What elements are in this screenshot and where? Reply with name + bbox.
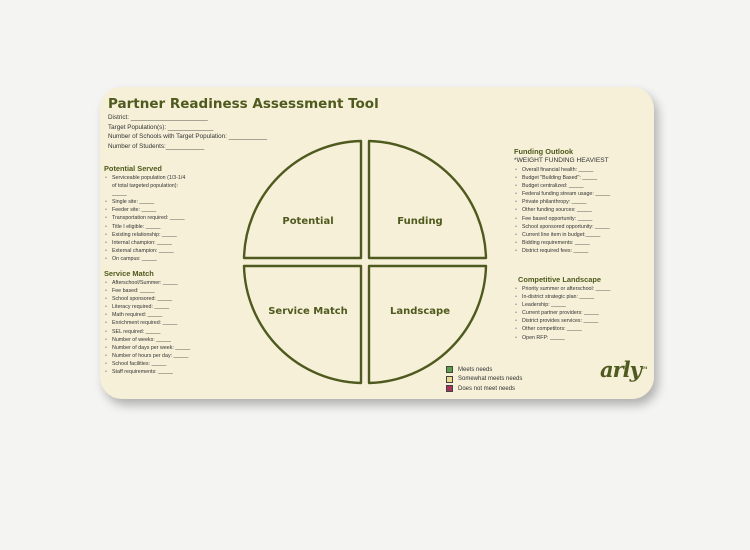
funding-outlook-subheading: *WEIGHT FUNDING HEAVIEST [514,157,609,164]
quadrant-service-match [244,266,361,383]
schools-count-field: Number of Schools with Target Population: ___________ [108,133,268,141]
list-item: • District required fees: _____ [514,247,610,255]
list-item: • Transportation required: _____ [104,214,189,222]
list-item: • Budget centralized: _____ [514,182,610,190]
list-item: • Afterschool/Summer: _____ [104,279,190,287]
list-item: • Math required: _____ [104,311,190,319]
list-item: • Existing relationship: _____ [104,231,189,239]
trademark-mark: TM [640,365,647,370]
logo-text: arly [600,357,641,382]
list-item: • Other competitors: _____ [514,325,610,333]
list-item: • SEL required: _____ [104,328,190,336]
funding-outlook-list [514,166,610,255]
list-item: • Current line item in budget:_____ [514,231,610,239]
legend-swatch [446,385,453,392]
list-item: • District provides services: _____ [514,317,610,325]
legend-item [446,375,522,385]
service-match-heading: Service Match [104,269,154,278]
list-item: • Internal champion: _____ [104,239,189,247]
district-field: District: ______________________ [108,114,208,121]
quadrant-label-service-match: Service Match [268,306,348,317]
competitive-landscape-list [514,285,610,342]
list-item: • Literacy required: _____ [104,303,190,311]
arly-logo [600,357,646,382]
list-item: • School facilities: _____ [104,360,190,368]
list-item: • In-district strategic plan: _____ [514,293,610,301]
page-title: Partner Readiness Assessment Tool [108,96,379,112]
quadrant-funding [369,141,486,258]
competitive-landscape-heading: Competitive Landscape [518,275,601,284]
legend [446,365,522,394]
potential-served-heading: Potential Served [104,164,162,173]
list-item: • Title I eligible: _____ [104,223,189,231]
students-count-field: Number of Students:___________ [108,142,205,150]
target-population-field: Target Population(s): _____________ [108,123,214,131]
quadrant-potential [244,141,361,258]
list-item: • Staff requirements: _____ [104,368,190,376]
list-item: • Current partner providers: _____ [514,309,610,317]
funding-outlook-heading: Funding Outlook [514,147,574,156]
list-item: • On campus: _____ [104,255,189,263]
list-item: • Enrichment required: _____ [104,319,190,327]
list-item: • Single site: _____ [104,198,189,206]
list-item: • Fee based: _____ [104,287,190,295]
list-item: • Leadership: _____ [514,301,610,309]
list-item: • Priority summer or afterschool: _____ [514,285,610,293]
list-item: • External champion: _____ [104,247,189,255]
legend-swatch [446,376,453,383]
legend-label: Somewhat meets needs [458,376,523,383]
list-item: • School sponsored: _____ [104,295,190,303]
list-item: • Private philanthropy: _____ [514,198,610,206]
list-item: • Number of hours per day: _____ [104,352,190,360]
quadrant-label-funding: Funding [397,216,443,227]
list-item: • School sponsored opportunity: _____ [514,223,610,231]
quadrant-label-landscape: Landscape [390,306,450,317]
legend-item [446,384,522,394]
list-item: • Federal funding stream usage: _____ [514,190,610,198]
list-item: • Serviceable population (1/3-1/4 of total targeted population): _____ [104,174,189,198]
legend-label: Meets needs [458,366,493,373]
legend-label: Does not meet needs [458,385,516,392]
legend-item [446,365,522,375]
list-item: • Bidding requirements: _____ [514,239,610,247]
list-item: • Other funding sources: _____ [514,206,610,214]
list-item: • Number of weeks: _____ [104,336,190,344]
list-item: • Overall financial health: _____ [514,166,610,174]
list-item: • Budget "Building Based": _____ [514,174,610,182]
potential-served-list [104,174,189,263]
list-item: • Fee based opportunity: _____ [514,215,610,223]
service-match-list [104,279,190,376]
quadrant-label-potential: Potential [282,216,334,227]
assessment-card [100,87,654,399]
list-item: • Open RFP: _____ [514,334,610,342]
legend-swatch [446,366,453,373]
list-item: • Feeder site: _____ [104,206,189,214]
list-item: • Number of days per week: _____ [104,344,190,352]
